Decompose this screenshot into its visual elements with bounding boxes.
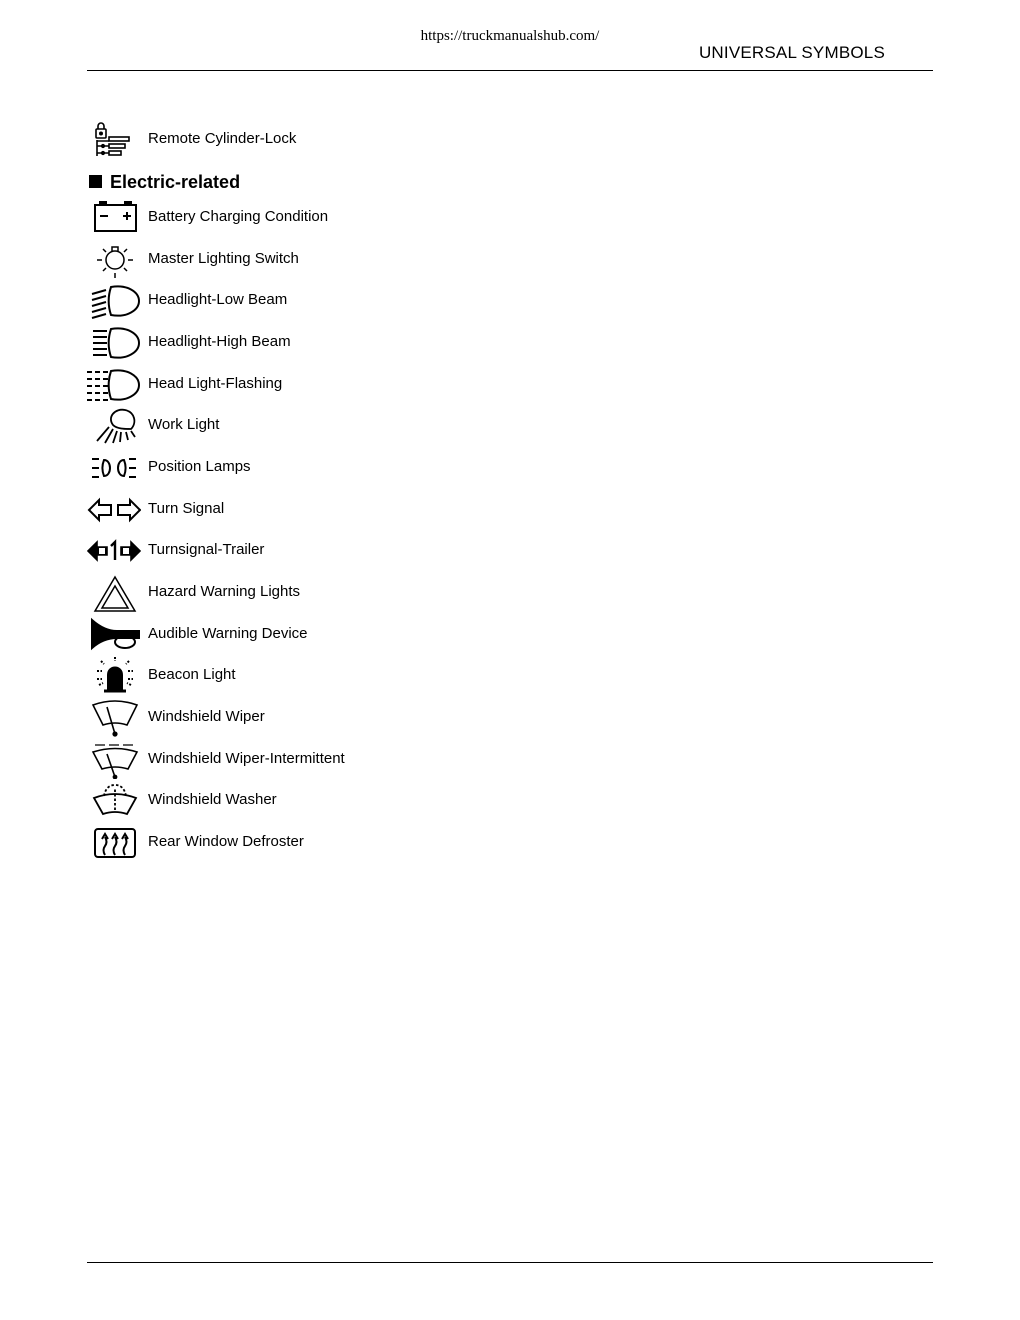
header-rule bbox=[87, 70, 933, 71]
symbol-row bbox=[87, 364, 587, 404]
remote-cylinder-lock-icon bbox=[87, 119, 141, 159]
symbol-row bbox=[87, 447, 587, 487]
rear-window-defroster-icon bbox=[87, 822, 141, 862]
symbol-label: Turn Signal bbox=[148, 500, 225, 517]
symbol-label: Headlight-High Beam bbox=[148, 333, 291, 350]
symbol-row bbox=[87, 119, 587, 159]
symbol-label: Turnsignal-Trailer bbox=[148, 541, 265, 558]
section-heading: Electric-related bbox=[89, 172, 240, 193]
symbol-row bbox=[87, 739, 587, 779]
turn-signal-trailer-icon bbox=[87, 530, 141, 570]
symbol-row bbox=[87, 197, 587, 237]
hazard-warning-icon bbox=[87, 572, 141, 612]
section-bullet bbox=[89, 175, 102, 188]
symbol-label: Audible Warning Device bbox=[148, 625, 308, 642]
work-light-icon bbox=[87, 405, 141, 445]
headlight-low-beam-icon bbox=[87, 280, 141, 320]
symbol-label: Work Light bbox=[148, 416, 220, 433]
windshield-wiper-icon bbox=[87, 697, 141, 737]
horn-icon bbox=[87, 614, 141, 654]
symbol-label: Beacon Light bbox=[148, 666, 236, 683]
symbol-label: Windshield Washer bbox=[148, 791, 277, 808]
symbol-label: Battery Charging Condition bbox=[148, 208, 329, 225]
symbol-label: Hazard Warning Lights bbox=[148, 583, 301, 600]
battery-icon bbox=[87, 197, 141, 237]
symbol-label: Headlight-Low Beam bbox=[148, 291, 288, 308]
symbol-row bbox=[87, 697, 587, 737]
symbol-label: Head Light-Flashing bbox=[148, 375, 283, 392]
symbol-row bbox=[87, 572, 587, 612]
symbol-label: Remote Cylinder-Lock bbox=[148, 130, 297, 147]
symbol-row bbox=[87, 655, 587, 695]
symbol-label: Master Lighting Switch bbox=[148, 250, 299, 267]
symbol-row bbox=[87, 405, 587, 445]
symbol-row bbox=[87, 530, 587, 570]
windshield-washer-icon bbox=[87, 780, 141, 820]
symbol-row bbox=[87, 822, 587, 862]
source-url: https://truckmanualshub.com/ bbox=[420, 28, 600, 44]
symbol-row bbox=[87, 614, 587, 654]
symbol-row bbox=[87, 780, 587, 820]
symbol-row bbox=[87, 280, 587, 320]
headlight-high-beam-icon bbox=[87, 322, 141, 362]
symbol-label: Windshield Wiper-Intermittent bbox=[148, 750, 345, 767]
symbol-row bbox=[87, 239, 587, 279]
turn-signal-icon bbox=[87, 489, 141, 529]
headlight-flashing-icon bbox=[87, 364, 141, 404]
page-header-title: UNIVERSAL SYMBOLS bbox=[698, 43, 885, 62]
symbol-label: Rear Window Defroster bbox=[148, 833, 304, 850]
windshield-wiper-intermittent-icon bbox=[87, 739, 141, 779]
footer-rule bbox=[87, 1262, 933, 1263]
master-lighting-switch-icon bbox=[87, 239, 141, 279]
position-lamps-icon bbox=[87, 447, 141, 487]
symbol-label: Position Lamps bbox=[148, 458, 251, 475]
beacon-light-icon bbox=[87, 655, 141, 695]
symbol-row bbox=[87, 322, 587, 362]
symbol-label: Windshield Wiper bbox=[148, 708, 265, 725]
symbol-row bbox=[87, 489, 587, 529]
